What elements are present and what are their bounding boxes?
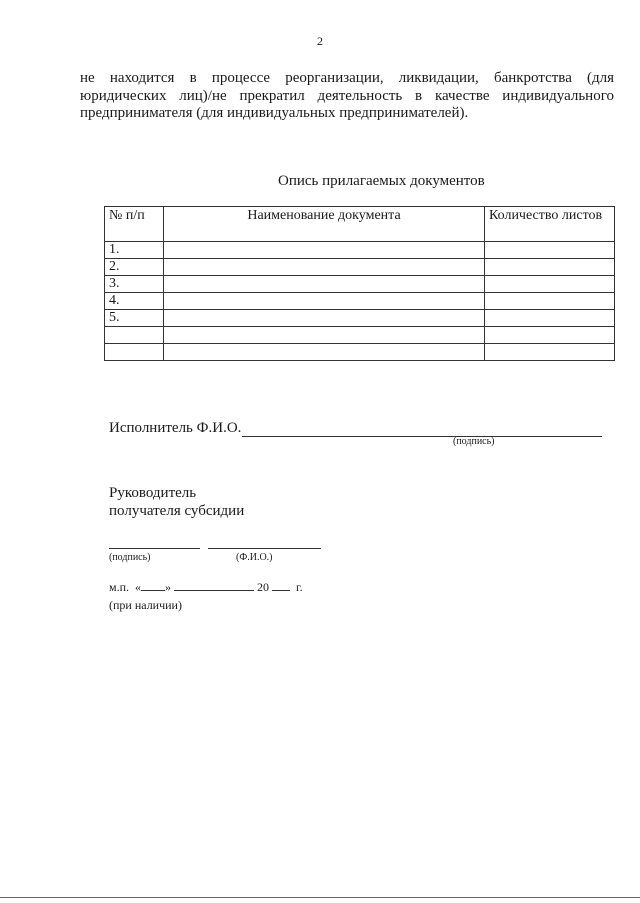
documents-table	[104, 206, 615, 361]
row-document-name[interactable]	[164, 293, 485, 310]
eligibility-paragraph	[80, 70, 614, 123]
row-sheet-count[interactable]	[485, 293, 615, 310]
row-sheet-count[interactable]	[485, 276, 615, 293]
stamp-label: м.п.	[109, 580, 130, 594]
paragraph-line: предпринимателя (для индивидуальных предпринимателей).	[80, 105, 469, 121]
row-sheet-count[interactable]	[485, 242, 615, 259]
head-label-line: Руководитель	[109, 485, 197, 501]
open-quote: «	[135, 580, 142, 594]
inventory-title: Опись прилагаемых документов	[278, 173, 485, 189]
row-document-name[interactable]	[164, 242, 485, 259]
table-row	[105, 276, 615, 293]
row-document-name[interactable]	[164, 344, 485, 361]
row-number: 1.	[105, 242, 164, 259]
header-sheet-count: Количество листов	[485, 207, 615, 242]
paragraph-line: юридических лиц)/не прекратил деятельность в качестве индивидуального	[80, 87, 614, 104]
executor-line	[109, 420, 602, 437]
paragraph-line: не находится в процессе реорганизации, ликвидации, банкротства (для	[80, 70, 614, 86]
row-sheet-count[interactable]	[485, 327, 615, 344]
executor-signature-caption: (подпись)	[453, 436, 495, 447]
table-header-row	[105, 207, 615, 242]
month-field[interactable]	[174, 580, 254, 591]
head-signature-caption: (подпись)	[109, 552, 151, 563]
page-number: 2	[317, 34, 323, 48]
row-sheet-count[interactable]	[485, 259, 615, 276]
year-suffix: г.	[296, 580, 303, 594]
row-document-name[interactable]	[164, 310, 485, 327]
close-quote: »	[165, 580, 172, 594]
row-number: 2.	[105, 259, 164, 276]
head-name-caption: (Ф.И.О.)	[236, 552, 273, 563]
stamp-date-line	[109, 580, 303, 595]
row-number	[105, 344, 164, 361]
row-document-name[interactable]	[164, 327, 485, 344]
head-signature-field[interactable]	[109, 536, 200, 549]
row-number	[105, 327, 164, 344]
day-field[interactable]	[141, 580, 165, 591]
table-row	[105, 242, 615, 259]
row-sheet-count[interactable]	[485, 344, 615, 361]
header-number: № п/п	[105, 207, 164, 242]
row-number: 5.	[105, 310, 164, 327]
head-label-line: получателя субсидии	[109, 503, 245, 519]
row-number: 4.	[105, 293, 164, 310]
head-label	[109, 484, 244, 520]
table-row	[105, 344, 615, 361]
year-prefix: 20	[257, 580, 270, 594]
row-sheet-count[interactable]	[485, 310, 615, 327]
header-document-name: Наименование документа	[164, 207, 485, 242]
row-document-name[interactable]	[164, 276, 485, 293]
executor-signature-field[interactable]	[242, 421, 602, 437]
row-document-name[interactable]	[164, 259, 485, 276]
table-row	[105, 310, 615, 327]
stamp-note: (при наличии)	[109, 598, 182, 612]
table-row	[105, 293, 615, 310]
row-number: 3.	[105, 276, 164, 293]
table-row	[105, 327, 615, 344]
table-row	[105, 259, 615, 276]
year-field[interactable]	[272, 580, 290, 591]
executor-label: Исполнитель Ф.И.О.	[109, 420, 242, 436]
head-name-field[interactable]	[208, 536, 321, 549]
bottom-rule	[0, 897, 640, 898]
